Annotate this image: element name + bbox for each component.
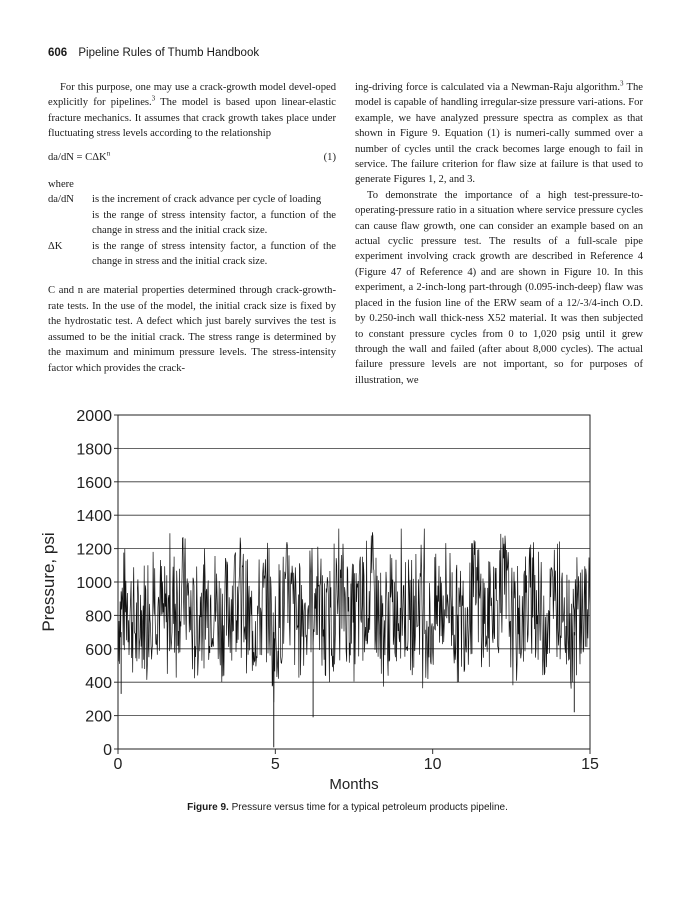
figure-caption-text: Pressure versus time for a typical petroleum products pipeline. bbox=[231, 802, 508, 813]
book-title: Pipeline Rules of Thumb Handbook bbox=[78, 47, 260, 59]
reference-superscript: 3 bbox=[151, 94, 156, 103]
left-column bbox=[48, 80, 336, 376]
pressure-line bbox=[118, 529, 590, 703]
right-paragraph-1 bbox=[355, 80, 643, 188]
definition-text: is the increment of crack advance per cycle of loading bbox=[92, 194, 322, 206]
y-tick-label: 1800 bbox=[76, 441, 112, 459]
x-tick-label: 0 bbox=[113, 756, 123, 773]
definition-symbol: ΔK bbox=[48, 240, 63, 252]
y-tick-label: 1600 bbox=[76, 474, 112, 492]
y-tick-label: 1000 bbox=[76, 575, 112, 592]
text-run: The model is based upon linear-elastic fracture mechanics. It assumes that crack growth takes place under fluctuating stress levels according to the relationship bbox=[48, 97, 336, 140]
text-run: The model is capable of handling irregular-size pressure vari-ations. For example, we have analyzed pressure spectra as complex as that shown in Figure 9. Equation (1) is numeri-cally summed over a number of cycles until the crack becomes large enough to fail in service. The failure criterion for flaw size at failure is that used to generate Figures 1, 2, and 3. bbox=[355, 82, 643, 186]
x-tick-label: 10 bbox=[423, 756, 442, 773]
reference-superscript: 3 bbox=[620, 79, 624, 88]
pressure-series bbox=[118, 529, 590, 748]
x-axis-label: Months bbox=[329, 776, 379, 793]
figure-caption bbox=[0, 802, 695, 813]
equation-number: (1) bbox=[323, 151, 336, 163]
y-tick-label: 800 bbox=[85, 608, 112, 626]
text-run: For this purpose, one may use a crack-growth model devel-oped explicitly for pipelines. bbox=[48, 82, 336, 109]
where-label: where bbox=[48, 179, 74, 191]
definition-item bbox=[48, 239, 336, 270]
y-tick-labels bbox=[76, 408, 112, 759]
y-tick-label: 400 bbox=[85, 675, 112, 693]
page-number: 606 bbox=[48, 47, 68, 59]
x-tick-label: 5 bbox=[270, 756, 280, 773]
y-tick-label: 2000 bbox=[76, 408, 112, 425]
y-tick-label: 1400 bbox=[76, 508, 112, 526]
definitions-list bbox=[48, 192, 336, 269]
y-tick-label: 0 bbox=[103, 742, 112, 759]
definition-text: is the range of stress intensity factor, a function of the change in stress and the initial crack size. bbox=[92, 209, 336, 237]
figure-label: Figure 9. bbox=[187, 802, 229, 813]
right-column bbox=[355, 80, 643, 388]
pressure-chart bbox=[30, 398, 650, 793]
y-axis-label: Pressure, psi bbox=[39, 532, 58, 632]
y-tick-label: 600 bbox=[85, 641, 112, 659]
equation-text: da/dN = CΔK bbox=[48, 151, 107, 163]
running-header bbox=[48, 47, 259, 59]
definition-item bbox=[48, 208, 336, 239]
text-run: ing-driving force is calculated via a Newman-Raju algorithm. bbox=[355, 82, 621, 93]
definition-symbol bbox=[48, 208, 92, 239]
y-tick-label: 1200 bbox=[76, 541, 112, 559]
x-tick-label: 15 bbox=[581, 756, 599, 773]
x-tick-labels bbox=[114, 756, 599, 773]
left-paragraph-2: C and n are material properties determined through crack-growth-rate tests. In the use of the model, the initial crack size is fixed by the hydrostatic test. A defect which just barely survives the test is assumed to be the initial crack. The stress range is determined by the maximum and minimum pressure levels. The stress-intensity factor which provides the crack- bbox=[48, 285, 336, 374]
definition-text: is the range of stress intensity factor, a function of the change in stress and the initial crack size. bbox=[92, 240, 336, 268]
definition-symbol: da/dN bbox=[48, 194, 74, 206]
definition-item bbox=[48, 192, 336, 207]
equation-1 bbox=[48, 150, 336, 165]
equation-exponent: n bbox=[106, 149, 111, 158]
right-paragraph-2: To demonstrate the importance of a high test-pressure-to-operating-pressure ratio in a situation where service pressure cycles can cause flaw growth, one can consider an example based on an actual cyclic pressure test. The results of a full-scale pipe experiment involving crack growth are described in Reference 4 (Figure 47 of Reference 4) and are shown in Figure 10. In this experiment, a 2-inch-long part-through (0.095-inch-deep) flaw was placed in the fusion line of the ERW seam of a 12/-3/4-inch O.D. by 0.250-inch wall thick-ness X52 material. It was then subjected to constant pressure cycles from 0 to 1,020 psig until it grew through the wall and failed (after about 8,000 cycles). The actual failure pressure levels are not important, so for purposes of illustration, we bbox=[355, 189, 643, 386]
y-tick-label: 200 bbox=[85, 708, 112, 726]
left-paragraph-1 bbox=[48, 80, 336, 142]
